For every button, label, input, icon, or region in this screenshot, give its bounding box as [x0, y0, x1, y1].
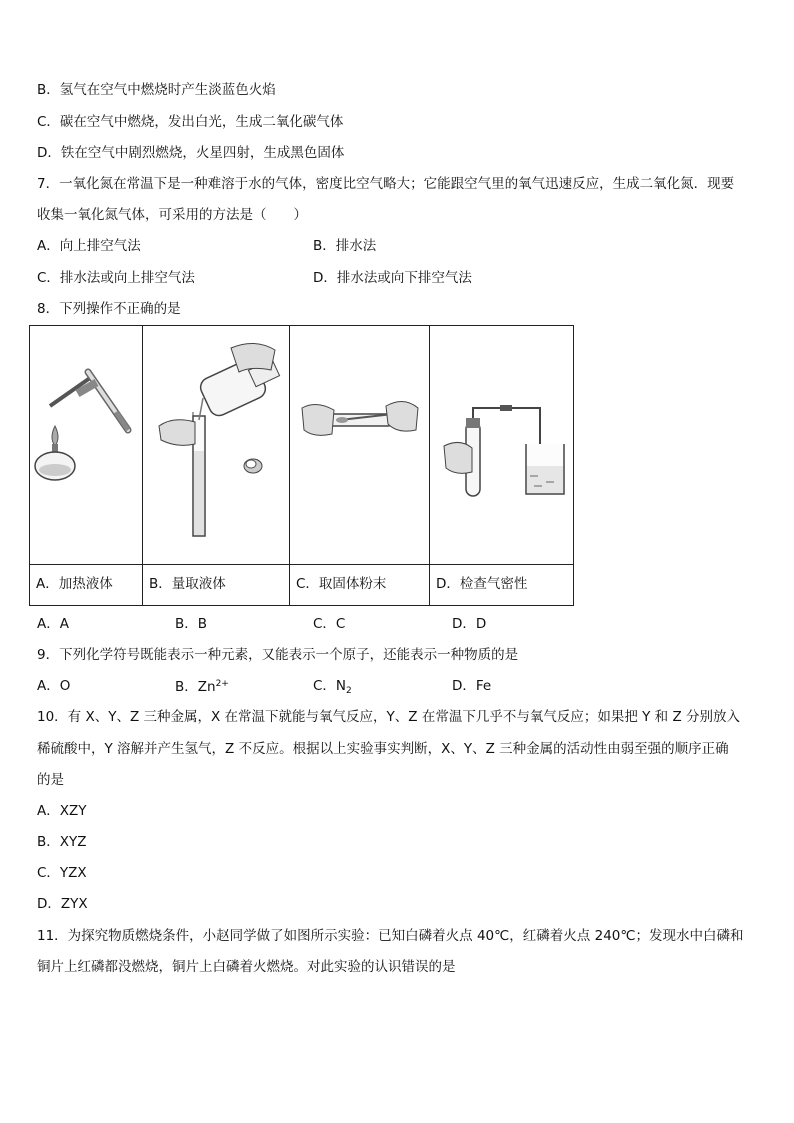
q8-option-b: B．B: [175, 616, 208, 632]
q7-option-d: D．排水法或向下排空气法: [313, 270, 472, 286]
q6-option-d: D．铁在空气中剧烈燃烧，火星四射，生成黑色固体: [37, 145, 345, 161]
q8-option-c: C．C: [313, 616, 346, 632]
q9-option-c-subscript: 2: [346, 686, 352, 696]
q9-option-b: [175, 680, 229, 695]
q11-stem-line-1: 11．为探究物质燃烧条件，小赵同学做了如图所示实验：已知白磷着火点 40℃，红磷着火点 240℃；发现水中白磷和: [37, 928, 744, 944]
q8-caption-c: C．取固体粉末: [290, 565, 430, 606]
q10-option-c: C．YZX: [37, 865, 87, 881]
q6-option-b: B．氢气在空气中燃烧时产生淡蓝色火焰: [37, 82, 276, 98]
q11-stem-line-2: 铜片上红磷都没燃烧，铜片上白磷着火燃烧。对此实验的认识错误的是: [37, 959, 456, 975]
q10-option-d: D．ZYX: [37, 896, 88, 912]
q7-stem-line-1: 7．一氧化氮在常温下是一种难溶于水的气体，密度比空气略大；它能跟空气里的氧气迅速反应，生成二氧化氮．现要: [37, 176, 735, 192]
taking-solid-powder-illustration: [290, 326, 429, 564]
measuring-liquid-illustration: [143, 326, 289, 564]
q9-stem: 9．下列化学符号既能表示一种元素，又能表示一个原子，还能表示一种物质的是: [37, 647, 519, 663]
checking-airtightness-illustration: [430, 326, 573, 564]
q8-option-d: D．D: [452, 616, 487, 632]
q10-stem-line-3: 的是: [37, 772, 64, 788]
q6-option-c: C．碳在空气中燃烧，发出白光，生成二氧化碳气体: [37, 114, 344, 130]
q8-image-cell-c: [290, 326, 430, 565]
q9-option-d: D．Fe: [452, 678, 492, 694]
q10-option-a: A．XZY: [37, 803, 87, 819]
q9-option-b-charge: 2+: [215, 679, 229, 689]
q10-option-b: B．XYZ: [37, 834, 87, 850]
q8-stem: 8．下列操作不正确的是: [37, 301, 181, 317]
q8-image-cell-d: [430, 326, 574, 565]
q9-option-c-text: C．N: [313, 678, 347, 694]
q7-option-a: A．向上排空气法: [37, 238, 141, 254]
q8-operations-table: [29, 325, 574, 606]
q8-caption-d: D．检查气密性: [430, 565, 574, 606]
q8-option-a: A．A: [37, 616, 69, 632]
q9-option-c: [313, 680, 352, 696]
q10-stem-line-1: 10．有 X、Y、Z 三种金属，X 在常温下就能与氧气反应，Y、Z 在常温下几乎不与氧气反应；如果把 Y 和 Z 分别放入: [37, 709, 740, 725]
q8-caption-a: A．加热液体: [30, 565, 143, 606]
q7-option-b: B．排水法: [313, 238, 377, 254]
q7-option-c: C．排水法或向上排空气法: [37, 270, 195, 286]
q8-image-cell-b: [143, 326, 290, 565]
q8-image-cell-a: [30, 326, 143, 565]
q7-stem-line-2: 收集一氧化氮气体，可采用的方法是（ ）: [37, 207, 307, 223]
q9-option-a: A．O: [37, 678, 71, 694]
q8-caption-b: B．量取液体: [143, 565, 290, 606]
q9-option-b-text: B．Zn: [175, 679, 216, 695]
heating-liquid-illustration: [30, 326, 142, 564]
q10-stem-line-2: 稀硫酸中，Y 溶解并产生氢气，Z 不反应。根据以上实验事实判断，X、Y、Z 三种金属的活动性由弱至强的顺序正确: [37, 741, 729, 757]
